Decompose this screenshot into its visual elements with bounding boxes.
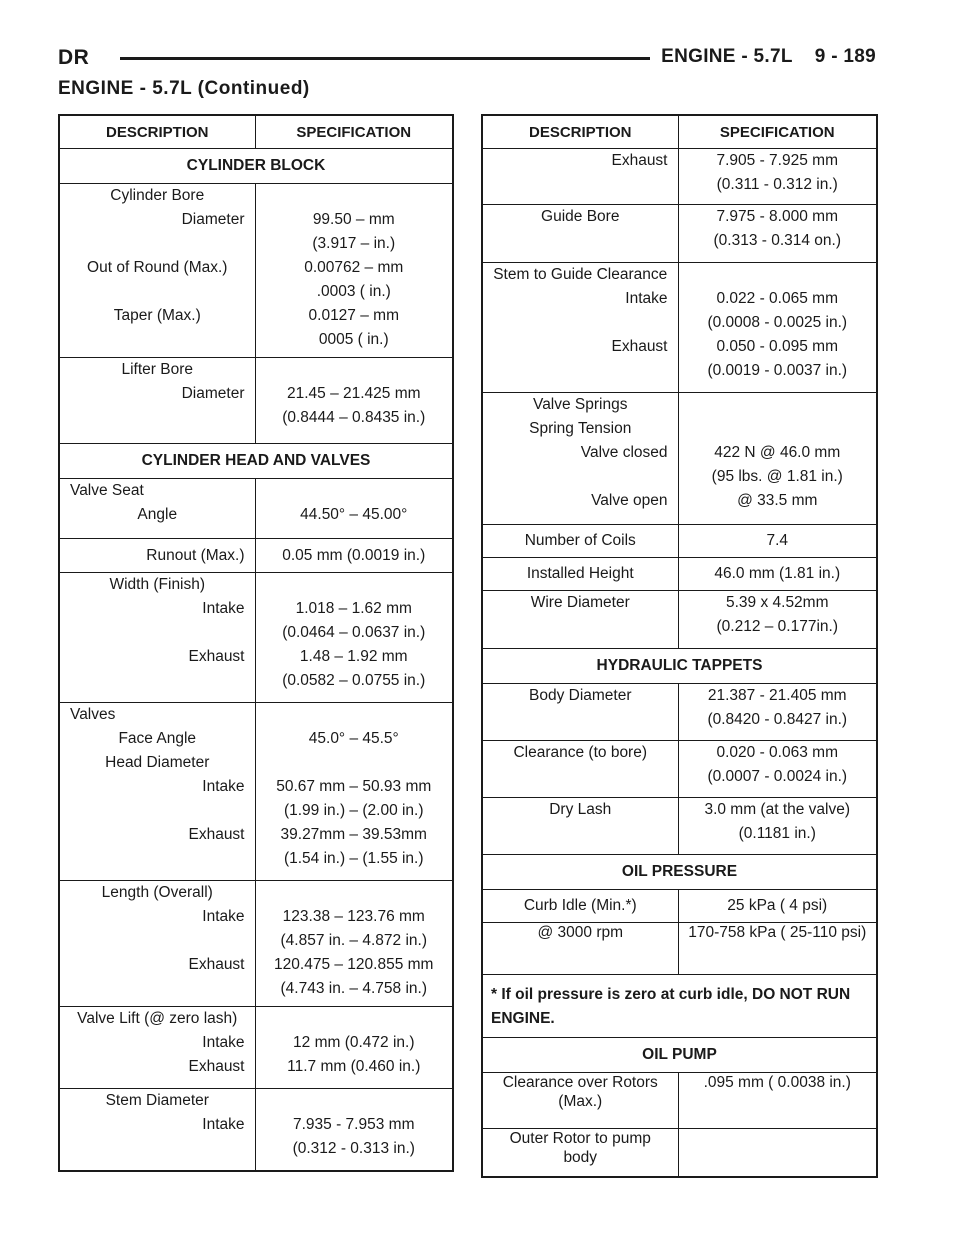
- table-row: [482, 558, 877, 591]
- table-row: [482, 149, 877, 205]
- row-label: Exhaust: [188, 956, 245, 973]
- row-label: Out of Round (Max.): [87, 259, 228, 276]
- table-row: [59, 1007, 453, 1089]
- row-label: @ 3000 rpm: [537, 924, 624, 941]
- row-value: (0.0007 - 0.0024 in.): [707, 768, 848, 785]
- row-value: 120.475 – 120.855 mm: [274, 956, 434, 973]
- section-head-valves: CYLINDER HEAD AND VALVES: [59, 444, 453, 479]
- row-label: Lifter Bore: [121, 361, 193, 378]
- row-value: 12 mm (0.472 in.): [293, 1034, 415, 1051]
- row-label: Dry Lash: [549, 801, 612, 818]
- row-label: Exhaust: [188, 648, 245, 665]
- row-label: Valve Springs: [533, 396, 628, 413]
- row-label: Body Diameter: [528, 687, 632, 704]
- table-row: [482, 205, 877, 263]
- row-value: (0.312 - 0.313 in.): [292, 1140, 415, 1157]
- table-row: [59, 881, 453, 1007]
- section-oil-pump: OIL PUMP: [482, 1038, 877, 1073]
- table-row: [59, 479, 453, 539]
- table-row: [482, 263, 877, 393]
- table-row: [482, 525, 877, 558]
- section-oil-pressure: OIL PRESSURE: [482, 855, 877, 890]
- table-row: [482, 393, 877, 525]
- row-value: 0005 ( in.): [318, 331, 389, 348]
- page-header: [58, 46, 876, 76]
- table-row: [482, 684, 877, 741]
- row-value: .0003 ( in.): [316, 283, 391, 300]
- row-label: Intake: [202, 1034, 245, 1051]
- row-value: (0.0464 – 0.0637 in.): [282, 624, 426, 641]
- row-value: 7.905 - 7.925 mm: [716, 152, 838, 169]
- header-left: DR: [58, 46, 90, 69]
- row-value: (0.311 - 0.312 in.): [716, 176, 838, 193]
- row-label: Stem to Guide Clearance: [493, 266, 668, 283]
- row-value: 3.0 mm (at the valve): [704, 801, 851, 818]
- table-row: [482, 923, 877, 975]
- row-label: Intake: [202, 778, 245, 795]
- row-label: Exhaust: [611, 152, 668, 169]
- row-value: 50.67 mm – 50.93 mm: [276, 778, 432, 795]
- row-value: 123.38 – 123.76 mm: [282, 908, 425, 925]
- row-value: 1.018 – 1.62 mm: [295, 600, 412, 617]
- row-value: 0.022 - 0.065 mm: [716, 290, 838, 307]
- row-value: (0.8420 - 0.8427 in.): [707, 711, 848, 728]
- row-value: 0.050 - 0.095 mm: [716, 338, 838, 355]
- table-row: [482, 741, 877, 798]
- col-header-description: DESCRIPTION: [59, 115, 255, 149]
- row-value: 0.0127 – mm: [308, 307, 399, 324]
- row-label: Angle: [137, 506, 178, 523]
- row-label: Valves: [70, 706, 116, 723]
- row-value: 39.27mm – 39.53mm: [280, 826, 427, 843]
- row-label: Valve open: [591, 492, 668, 509]
- row-value: 1.48 – 1.92 mm: [299, 648, 408, 665]
- row-label: Number of Coils: [524, 532, 636, 549]
- row-label: Valve closed: [580, 444, 668, 461]
- row-value: 7.935 - 7.953 mm: [293, 1116, 415, 1133]
- row-label: Curb Idle (Min.*): [523, 897, 637, 914]
- row-label: Exhaust: [611, 338, 668, 355]
- row-value: (4.743 in. – 4.758 in.): [280, 980, 427, 997]
- row-value: 170-758 kPa ( 25-110 psi): [688, 924, 867, 941]
- row-label: Diameter: [181, 211, 245, 228]
- row-value: 7.4: [766, 532, 789, 549]
- row-value: 0.00762 – mm: [304, 259, 404, 276]
- row-label: Width (Finish): [109, 576, 206, 593]
- row-label: Intake: [625, 290, 668, 307]
- row-label: Clearance over Rotors (Max.): [502, 1074, 658, 1110]
- oil-pressure-note: * If oil pressure is zero at curb idle, DO NOT RUN ENGINE.: [482, 975, 877, 1038]
- row-value: (3.917 – in.): [312, 235, 396, 252]
- row-value: (1.99 in.) – (2.00 in.): [283, 802, 424, 819]
- table-row: [482, 591, 877, 649]
- row-label: Exhaust: [188, 1058, 245, 1075]
- row-value: 21.387 - 21.405 mm: [707, 687, 847, 704]
- row-value: (0.0582 – 0.0755 in.): [282, 672, 426, 689]
- table-row: [482, 798, 877, 855]
- row-label: Spring Tension: [529, 420, 632, 437]
- header-right: ENGINE - 5.7L 9 - 189: [661, 46, 876, 67]
- table-row: [59, 1089, 453, 1171]
- row-label: Intake: [202, 600, 245, 617]
- row-value: 45.0° – 45.5°: [308, 730, 399, 747]
- row-label: Valve Seat: [70, 482, 144, 499]
- row-label: Cylinder Bore: [110, 187, 205, 204]
- row-value: (0.8444 – 0.8435 in.): [282, 409, 426, 426]
- row-value: (0.0008 - 0.0025 in.): [707, 314, 848, 331]
- table-row: [482, 1129, 877, 1177]
- col-header-specification: SPECIFICATION: [255, 115, 453, 149]
- row-value: (95 lbs. @ 1.81 in.): [711, 468, 843, 485]
- row-label: Guide Bore: [541, 208, 620, 225]
- row-label: Head Diameter: [105, 754, 210, 771]
- row-value: 25 kPa ( 4 psi): [727, 897, 828, 914]
- table-row: [482, 1073, 877, 1129]
- header-rule: [120, 57, 650, 60]
- table-row: [59, 539, 453, 573]
- row-value: 7.975 - 8.000 mm: [716, 208, 838, 225]
- row-value: @ 33.5 mm: [737, 492, 818, 509]
- page-subtitle: ENGINE - 5.7L (Continued): [58, 78, 310, 99]
- table-row: [59, 358, 453, 444]
- row-value: (0.313 - 0.314 on.): [713, 232, 842, 249]
- row-value: (4.857 in. – 4.872 in.): [280, 932, 427, 949]
- row-value: 0.020 - 0.063 mm: [716, 744, 838, 761]
- table-row: [482, 890, 877, 923]
- col-header-specification: SPECIFICATION: [678, 115, 877, 149]
- row-label: Runout (Max.): [146, 546, 245, 564]
- row-label: Exhaust: [188, 826, 245, 843]
- row-label: Taper (Max.): [113, 307, 201, 324]
- row-label: Clearance (to bore): [513, 744, 648, 761]
- row-value: (0.212 – 0.177in.): [716, 618, 838, 635]
- section-hydraulic-tappets: HYDRAULIC TAPPETS: [482, 649, 877, 684]
- row-value: .095 mm ( 0.0038 in.): [703, 1074, 851, 1091]
- table-row: [59, 703, 453, 881]
- row-label: Length (Overall): [101, 884, 213, 901]
- row-label: Stem Diameter: [105, 1092, 209, 1109]
- table-row: [59, 184, 453, 358]
- row-value: 0.05 mm (0.0019 in.): [282, 546, 426, 564]
- row-value: 44.50° – 45.00°: [300, 506, 408, 523]
- row-label: Wire Diameter: [530, 594, 630, 611]
- row-value: 11.7 mm (0.460 in.): [287, 1058, 421, 1075]
- row-value: 99.50 – mm: [312, 211, 395, 228]
- spec-table-right: [481, 114, 878, 1178]
- row-value: (0.0019 - 0.0037 in.): [707, 362, 848, 379]
- row-label: Installed Height: [526, 565, 634, 582]
- section-cylinder-block: CYLINDER BLOCK: [59, 149, 453, 184]
- spec-table-left: [58, 114, 454, 1172]
- row-label: Outer Rotor to pump body: [509, 1130, 651, 1166]
- col-header-description: DESCRIPTION: [482, 115, 678, 149]
- row-label: Intake: [202, 1116, 245, 1133]
- row-label: Intake: [202, 908, 245, 925]
- row-label: Face Angle: [118, 730, 197, 747]
- row-value: 21.45 – 21.425 mm: [286, 385, 421, 402]
- row-value: 422 N @ 46.0 mm: [714, 444, 841, 461]
- row-value: (0.1181 in.): [738, 825, 816, 842]
- table-row: [59, 573, 453, 703]
- row-value: (1.54 in.) – (1.55 in.): [283, 850, 424, 867]
- row-value: 46.0 mm (1.81 in.): [714, 565, 841, 582]
- row-value: 5.39 x 4.52mm: [725, 594, 829, 611]
- row-label: Diameter: [181, 385, 245, 402]
- row-label: Valve Lift (@ zero lash): [77, 1010, 238, 1027]
